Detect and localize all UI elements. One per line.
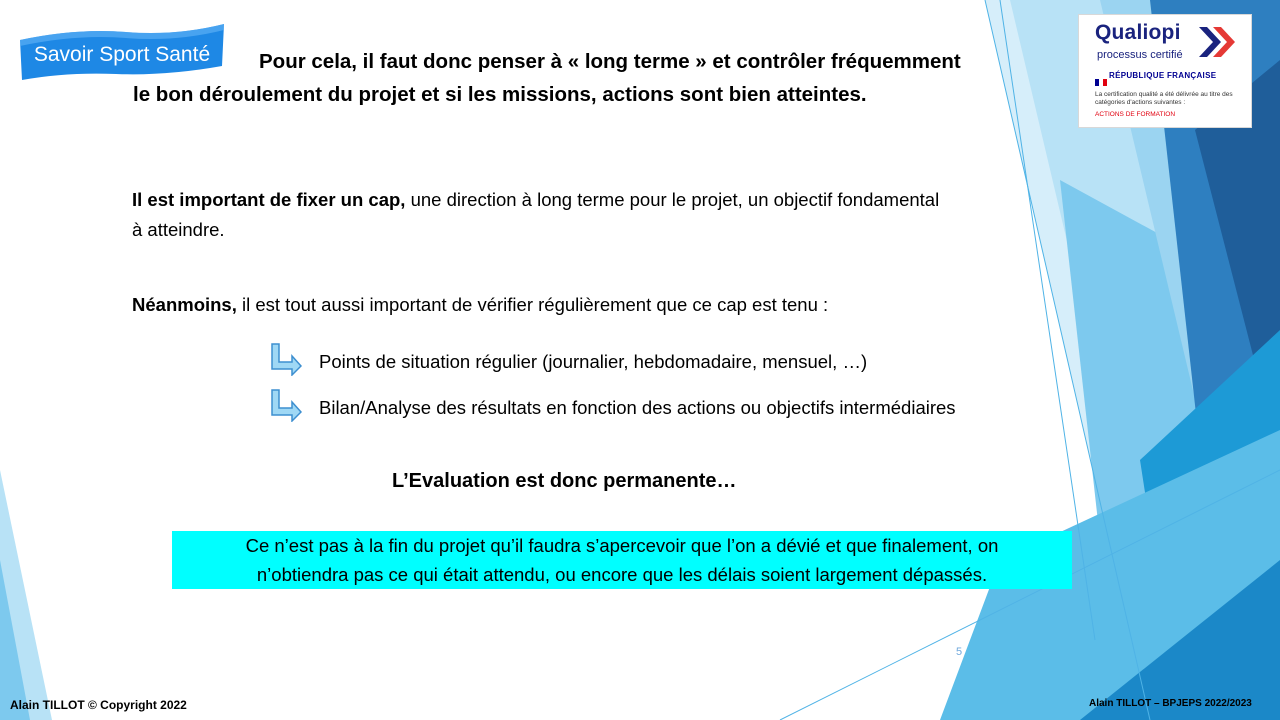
highlight-box — [172, 531, 1072, 589]
heading-line-1: Pour cela, il faut donc penser à « long terme » et contrôler fréquemment — [259, 50, 961, 73]
qualiopi-republic: RÉPUBLIQUE FRANÇAISE — [1109, 71, 1217, 80]
french-flag-icon — [1095, 73, 1107, 80]
bent-arrow-icon — [268, 342, 302, 376]
paragraph-cap-text: une direction à long terme pour le projet, un objectif fondamental — [405, 189, 940, 210]
qualiopi-subtitle: processus certifié — [1097, 49, 1183, 61]
page-number: 5 — [956, 646, 963, 658]
bullet-item: Points de situation régulier (journalier, hebdomadaire, mensuel, …) — [319, 351, 868, 372]
footer-copyright: Alain TILLOT © Copyright 2022 — [10, 698, 187, 712]
paragraph-neanmoins — [132, 290, 828, 320]
qualiopi-certification-text: La certification qualité a été délivrée au titre des catégories d'actions suivantes : — [1095, 91, 1233, 106]
evaluation-statement: L’Evaluation est donc permanente… — [392, 470, 737, 492]
savoir-sport-sante-logo — [16, 22, 228, 82]
qualiopi-badge — [1078, 14, 1252, 128]
paragraph-cap-line-2: à atteindre. — [132, 219, 225, 240]
heading-line-2: le bon déroulement du projet et si les missions, actions sont bien atteintes. — [133, 83, 867, 106]
paragraph-cap-bold: Il est important de fixer un cap, — [132, 189, 406, 210]
paragraph-cap — [132, 185, 939, 215]
logo-text: Savoir Sport Santé — [33, 43, 211, 66]
qualiopi-title: Qualiopi — [1095, 21, 1181, 44]
bullet-item: Bilan/Analyse des résultats en fonction des actions ou objectifs intermédiaires — [319, 397, 956, 418]
qualiopi-actions: ACTIONS DE FORMATION — [1095, 111, 1176, 118]
highlight-line-1: Ce n’est pas à la fin du projet qu’il faudra s’apercevoir que l’on a dévié et que finalement, on — [245, 535, 999, 556]
qualiopi-arrows-icon — [1199, 25, 1235, 59]
footer-course: Alain TILLOT – BPJEPS 2022/2023 — [1089, 698, 1252, 709]
paragraph-neanmoins-bold: Néanmoins, — [132, 294, 237, 315]
paragraph-neanmoins-text: il est tout aussi important de vérifier régulièrement que ce cap est tenu : — [236, 294, 829, 315]
highlight-line-2: n’obtiendra pas ce qui était attendu, ou encore que les délais soient largement dépassés. — [256, 564, 988, 585]
bent-arrow-icon — [268, 388, 302, 422]
